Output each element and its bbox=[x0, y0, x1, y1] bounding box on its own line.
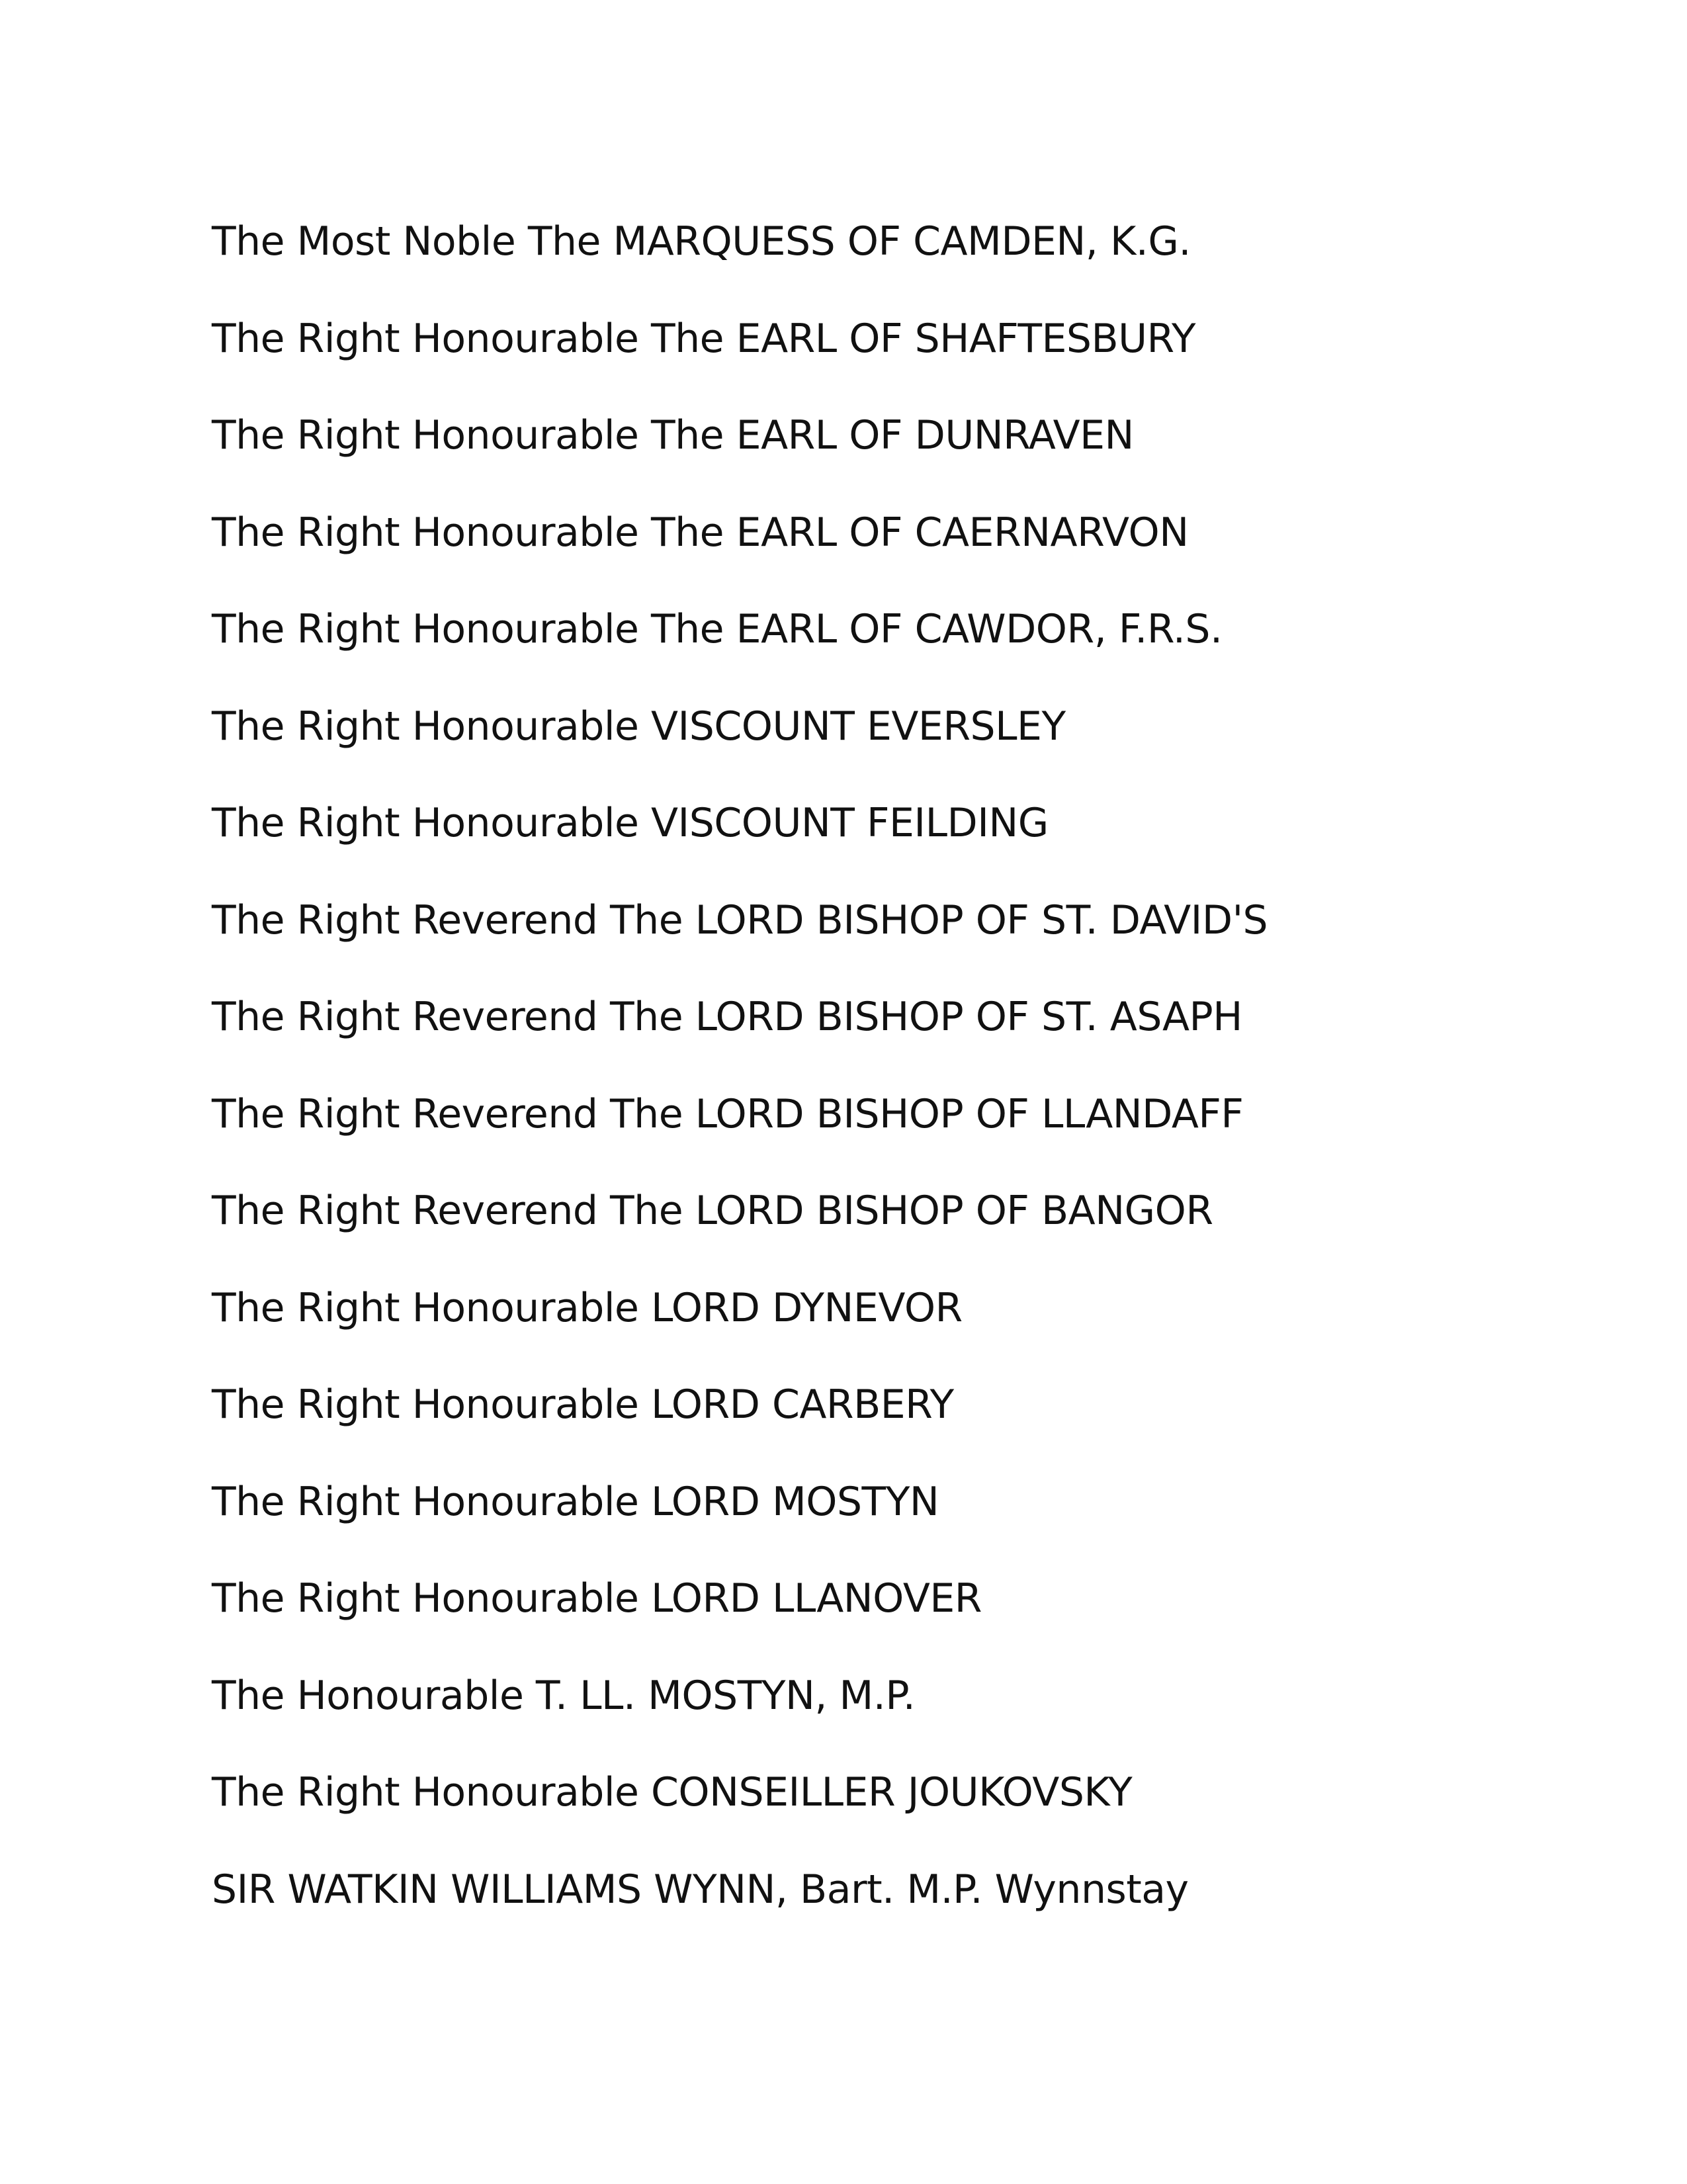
list-item: The Honourable T. LL. MOSTYN, M.P. bbox=[212, 1672, 916, 1719]
list-item: The Most Noble The MARQUESS OF CAMDEN, K.G. bbox=[212, 218, 1191, 265]
list-item: The Right Honourable VISCOUNT EVERSLEY bbox=[212, 703, 1066, 750]
list-item: The Right Reverend The LORD BISHOP OF BANGOR bbox=[212, 1188, 1213, 1234]
list-item: The Right Reverend The LORD BISHOP OF ST. DAVID'S bbox=[212, 896, 1268, 943]
list-item: The Right Honourable CONSEILLER JOUKOVSKY bbox=[212, 1769, 1133, 1815]
list-item: The Right Honourable LORD CARBERY bbox=[212, 1381, 954, 1428]
list-item: The Right Honourable LORD LLANOVER bbox=[212, 1575, 982, 1622]
list-item: The Right Honourable LORD DYNEVOR bbox=[212, 1284, 963, 1331]
list-item: The Right Honourable The EARL OF CAWDOR, F.R.S. bbox=[212, 606, 1223, 652]
patron-list bbox=[212, 193, 1268, 1938]
list-item: The Right Reverend The LORD BISHOP OF ST. ASAPH bbox=[212, 994, 1242, 1040]
list-item: The Right Honourable LORD MOSTYN bbox=[212, 1478, 939, 1525]
list-item: The Right Honourable The EARL OF DUNRAVEN bbox=[212, 412, 1134, 459]
list-item: SIR WATKIN WILLIAMS WYNN, Bart. M.P. Wynnstay bbox=[212, 1866, 1189, 1913]
list-item: The Right Reverend The LORD BISHOP OF LLANDAFF bbox=[212, 1090, 1244, 1137]
list-item: The Right Honourable The EARL OF CAERNARVON bbox=[212, 509, 1189, 556]
list-item: The Right Honourable VISCOUNT FEILDING bbox=[212, 800, 1049, 846]
list-item: The Right Honourable The EARL OF SHAFTESBURY bbox=[212, 315, 1196, 362]
